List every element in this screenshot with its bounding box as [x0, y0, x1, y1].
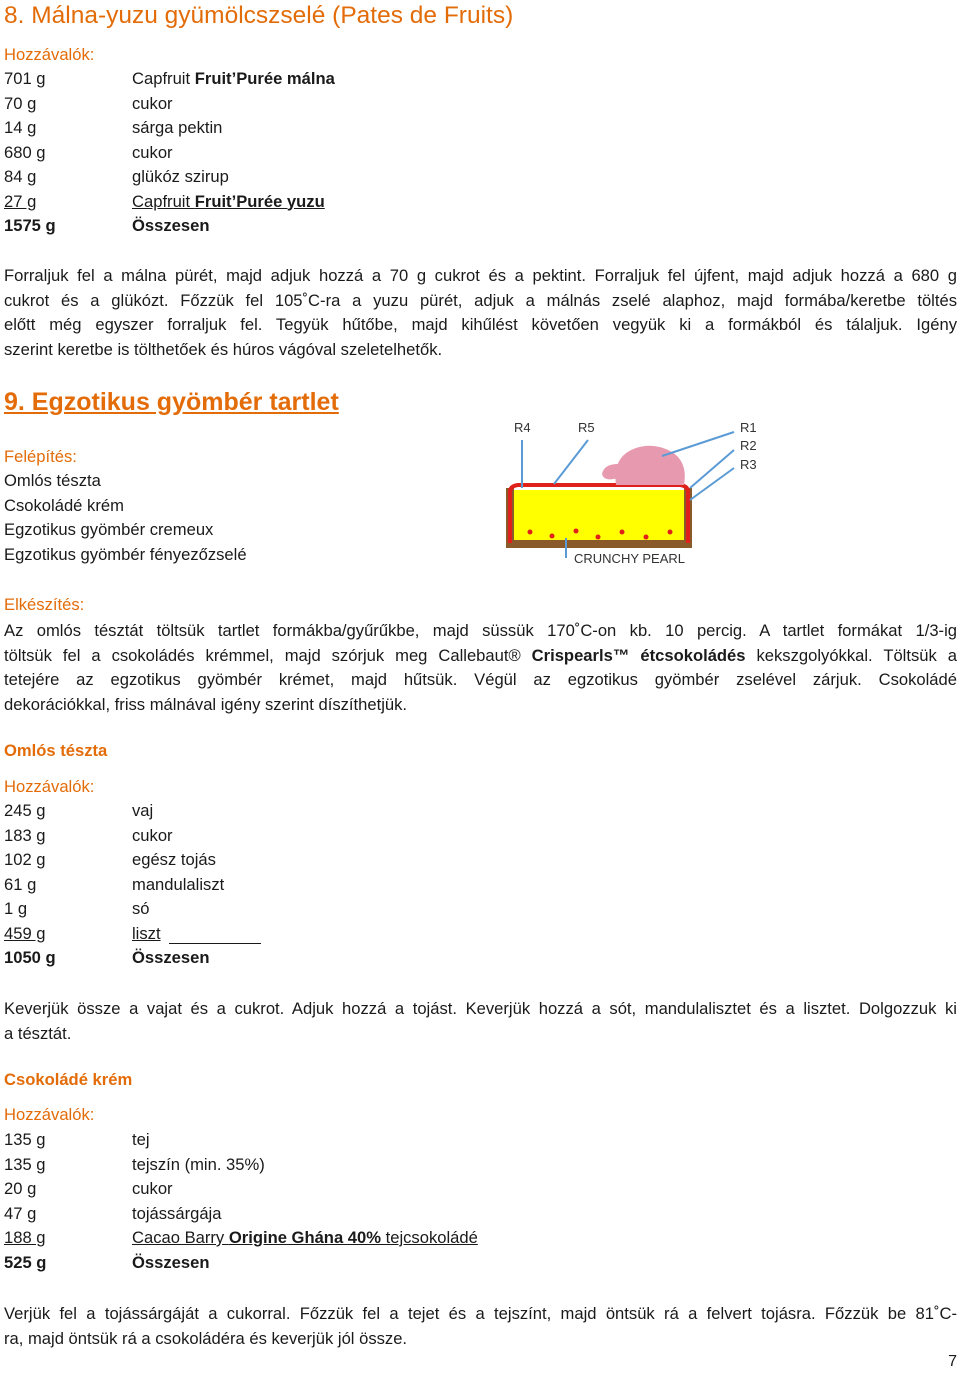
ingredient-name: [132, 118, 222, 138]
ingredient-name: cukor: [132, 825, 173, 845]
ingredient-name: [132, 1204, 221, 1224]
total-label: Összesen: [132, 216, 210, 235]
csoki-total: [4, 1253, 704, 1277]
ingredient-name-text: tojássárgája: [132, 1203, 222, 1223]
pearl-dot: [644, 535, 649, 540]
ingredient-name: [132, 1155, 265, 1175]
prep-line: [4, 668, 957, 693]
ingredient-amount: 27 g: [4, 191, 37, 211]
product-name: Crispearls™ étcsokoládés: [531, 645, 746, 665]
ingredient-name: vaj: [132, 801, 154, 820]
structure-item: Egzotikus gyömbér cremeux: [4, 520, 214, 539]
prep-line: [4, 619, 957, 644]
page-number: 7: [948, 1353, 957, 1370]
ingredient-amount: 245 g: [4, 801, 46, 820]
ingredient-name: [132, 143, 173, 163]
ingredient-name: liszt: [132, 923, 161, 943]
text-line: Verjük fel a tojássárgáját a cukorral. Főzzük fel a tejet és a tejszínt, majd öntsük rá a felvert tojásra. Főzzük be 81˚C-: [4, 1304, 957, 1323]
ingredient-name: [132, 1130, 150, 1150]
ingredient-amount: 1 g: [4, 899, 28, 918]
omlos-ingredients-label: Hozzávalók:: [4, 777, 95, 796]
text-line: Forraljuk fel a málna pürét, majd adjuk hozzá a 70 g cukrot és a pektint. Forraljuk fel újfent, majd adjuk hozzá a 680 g: [4, 266, 957, 285]
ingredient-amount: 183 g: [4, 825, 46, 845]
text-line: előtt még egyszer forraljuk fel. Tegyük hűtőbe, majd kihűlést követően vegyük ki a formákból és tálaljuk. Igény: [4, 315, 957, 334]
section-9-title: 9. Egzotikus gyömbér tartlet: [4, 388, 339, 416]
total-amount: 1050 g: [4, 948, 56, 967]
ingredient-amount: 135 g: [4, 1154, 46, 1174]
ingredient-amount: 459 g: [4, 923, 46, 943]
ingredient-row: [4, 924, 704, 948]
text-line: ra, majd öntsük rá a csokoládéra és keverjük jól össze.: [4, 1328, 408, 1348]
ingredient-row: [4, 1130, 704, 1154]
prep-text-part: tetejére az egzotikus gyömbér krémet, majd hűtsük. Végül az egzotikus gyömbér zselével zárjuk. Csokoládé: [4, 670, 957, 689]
ingredient-name: egész tojás: [132, 850, 216, 869]
text-line: Keverjük össze a vajat és a cukrot. Adjuk hozzá a tojást. Keverjük hozzá a sót, mandulalisztet és a lisztet. Dolgozzuk ki: [4, 999, 957, 1018]
omlos-title: Omlós tészta: [4, 741, 108, 760]
prep-line: [4, 644, 957, 669]
text-line: cukrot és a glükózt. Főzzük fel 105˚C-ra a yuzu pürét, adjuk a málnás zselé alaphoz, majd formába/keretbe töltés: [4, 290, 957, 310]
prep-text-part: töltsük fel a csokoládés krémmel, majd szórjuk meg Callebaut®: [4, 645, 532, 665]
ingredient-amount: 47 g: [4, 1203, 37, 1223]
ingredient-name: mandulaliszt: [132, 874, 225, 894]
ingredient-row: [4, 118, 704, 142]
label-r2: R2: [740, 438, 757, 453]
ingredient-name-text: tejszín (min. 35%): [132, 1154, 265, 1174]
ingredients-label: Hozzávalók:: [4, 45, 95, 64]
ingredient-name: [132, 167, 229, 187]
section-8-total: [4, 216, 704, 240]
ingredient-name-text: glükóz szirup: [132, 167, 229, 186]
ingredient-name-text: cukor: [132, 142, 173, 162]
prep-text-part: dekorációkkal, friss málnával igény szerint díszíthetjük.: [4, 694, 408, 714]
ingredient-name: [132, 94, 173, 114]
ingredient-name: [132, 69, 335, 89]
csoki-ingredients-label: Hozzávalók:: [4, 1105, 95, 1124]
label-r4: R4: [514, 420, 531, 435]
cream-layer: [514, 490, 684, 540]
text-line: a tésztát.: [4, 1023, 72, 1043]
structure-label: Felépítés:: [4, 447, 77, 466]
ingredient-row: [4, 1228, 704, 1252]
ingredient-row: [4, 899, 704, 923]
ingredient-amount: 680 g: [4, 142, 46, 162]
ingredient-row: [4, 1155, 704, 1179]
prep-text-part: kekszgolyókkal. Töltsük a: [745, 645, 957, 665]
label-r3: R3: [740, 457, 757, 472]
ingredient-name-text: Cacao Barry: [132, 1228, 229, 1247]
label-r1: R1: [740, 420, 757, 435]
total-amount: 525 g: [4, 1253, 47, 1272]
label-crunchy-pearl: CRUNCHY PEARL: [574, 551, 686, 566]
structure-item: Egzotikus gyömbér fényezőzselé: [4, 544, 247, 564]
ingredient-row: [4, 69, 704, 93]
ingredient-amount: 102 g: [4, 850, 46, 869]
ingredient-amount: 20 g: [4, 1179, 37, 1198]
label-r5: R5: [578, 420, 595, 435]
prep-text-part: Az omlós tésztát töltsük tartlet formákba/gyűrűkbe, majd süssük 170˚C-on kb. 10 percig. A tartlet formákat 1/3-ig: [4, 621, 957, 640]
ingredient-amount: 14 g: [4, 118, 37, 137]
structure-item: Csokoládé krém: [4, 495, 124, 515]
ingredient-amount: 70 g: [4, 93, 37, 113]
ingredient-name: [132, 192, 325, 212]
ingredient-row: [4, 1204, 704, 1228]
ingredient-brand: Fruit’Purée yuzu: [194, 191, 325, 211]
tartlet-diagram: [494, 408, 764, 573]
ingredient-row: [4, 143, 704, 167]
underline-tail: [169, 924, 261, 944]
ingredient-amount: 188 g: [4, 1228, 46, 1247]
ingredient-amount: 135 g: [4, 1130, 46, 1149]
ingredient-name-text: tej: [132, 1130, 150, 1149]
ingredient-name-text: Capfruit: [132, 191, 195, 211]
pearl-dot: [596, 535, 601, 540]
ingredient-name: [132, 1179, 173, 1199]
csoki-title: Csokoládé krém: [4, 1070, 133, 1089]
ingredient-row: [4, 875, 704, 899]
ingredient-amount: 701 g: [4, 69, 46, 88]
ingredient-row: [4, 167, 704, 191]
total-label: Összesen: [132, 948, 210, 967]
ingredient-name: [132, 1228, 478, 1248]
ingredient-brand: Fruit’Purée málna: [194, 69, 335, 88]
ingredient-row: [4, 1179, 704, 1203]
ingredient-name-text: cukor: [132, 93, 173, 113]
pearl-dot: [550, 534, 555, 539]
ingredient-amount: 84 g: [4, 167, 37, 186]
ingredient-name-text: Capfruit: [132, 69, 195, 88]
ingredient-name-suffix: tejcsokoládé: [381, 1228, 478, 1247]
prep-label: Elkészítés:: [4, 595, 85, 614]
pearl-dot: [574, 529, 579, 534]
ingredient-row: [4, 192, 704, 216]
ingredient-row: [4, 850, 704, 874]
structure-item: Omlós tészta: [4, 471, 101, 490]
ingredient-row: [4, 826, 704, 850]
pearl-dot: [620, 530, 625, 535]
ingredient-brand: Origine Ghána 40%: [228, 1228, 381, 1247]
ingredient-row: [4, 801, 704, 825]
ingredient-name: só: [132, 899, 150, 918]
prep-line: [4, 693, 957, 718]
section-8-title: 8. Málna-yuzu gyümölcszselé (Pates de Fruits): [4, 2, 514, 29]
text-line: szerint keretbe is tölthetőek és húros vágóval szeletelhetők.: [4, 339, 443, 359]
total-amount: 1575 g: [4, 216, 56, 235]
omlos-total: [4, 948, 704, 972]
pearl-dot: [528, 530, 533, 535]
ingredient-amount: 61 g: [4, 874, 37, 894]
total-label: Összesen: [132, 1253, 210, 1272]
ingredient-row: [4, 94, 704, 118]
ingredient-name-text: cukor: [132, 1179, 173, 1198]
ingredient-name-text: sárga pektin: [132, 118, 223, 137]
pearl-dot: [668, 530, 673, 535]
